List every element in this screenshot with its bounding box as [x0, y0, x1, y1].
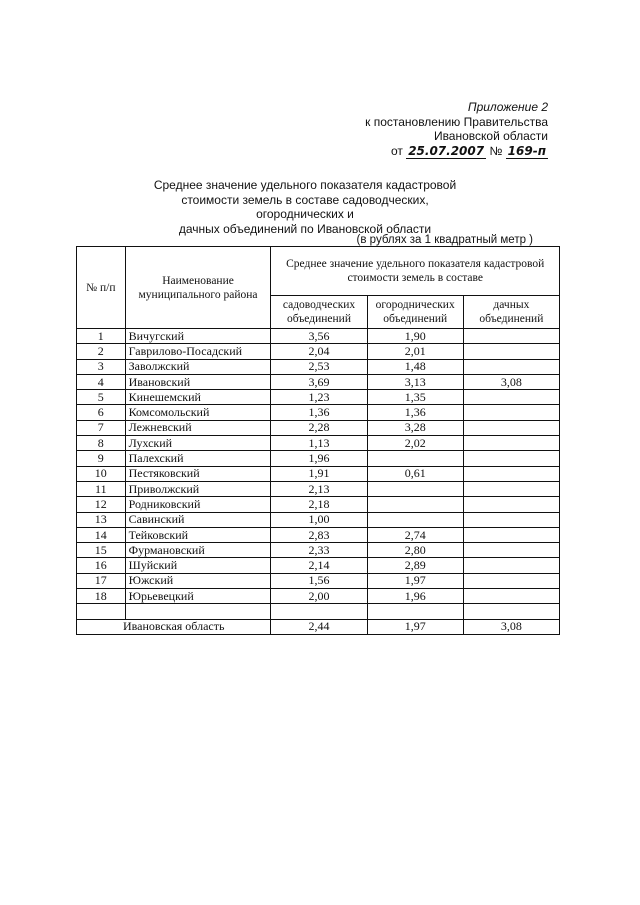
row-num: 2 [77, 344, 126, 359]
row-value-gardening: 1,96 [271, 451, 367, 466]
total-label: Ивановская область [77, 619, 271, 634]
number-prefix: № [489, 143, 503, 158]
row-value-gardening: 3,56 [271, 329, 367, 344]
row-value-dacha: 3,08 [463, 374, 559, 389]
row-num: 10 [77, 466, 126, 481]
appendix-line-2: Ивановской области [433, 129, 548, 143]
row-value-gardening: 2,18 [271, 497, 367, 512]
row-district: Ивановский [125, 374, 271, 389]
row-num: 7 [77, 420, 126, 435]
row-value-vegetable: 1,48 [367, 359, 463, 374]
row-value-dacha [463, 497, 559, 512]
row-district: Родниковский [125, 497, 271, 512]
row-value-gardening: 1,91 [271, 466, 367, 481]
table-row [77, 481, 560, 496]
row-value-dacha [463, 390, 559, 405]
row-value-gardening: 1,00 [271, 512, 367, 527]
row-num: 3 [77, 359, 126, 374]
row-value-dacha [463, 405, 559, 420]
row-value-gardening: 2,83 [271, 527, 367, 542]
table-row [77, 527, 560, 542]
row-num: 12 [77, 497, 126, 512]
row-value-gardening: 1,36 [271, 405, 367, 420]
row-value-vegetable: 1,36 [367, 405, 463, 420]
row-value-dacha [463, 359, 559, 374]
appendix-line-1: к постановлению Правительства [365, 114, 548, 129]
row-district: Шуйский [125, 558, 271, 573]
header-col-vegetable: огороднических объединений [367, 296, 463, 329]
row-num: 9 [77, 451, 126, 466]
row-num: 11 [77, 481, 126, 496]
table-row-empty [77, 604, 560, 619]
row-value-gardening: 2,04 [271, 344, 367, 359]
table-row [77, 558, 560, 573]
row-value-vegetable [367, 497, 463, 512]
row-value-gardening: 2,33 [271, 543, 367, 558]
table-row [77, 436, 560, 451]
row-value-dacha [463, 420, 559, 435]
row-district: Кинешемский [125, 390, 271, 405]
row-value-gardening: 2,28 [271, 420, 367, 435]
row-num: 13 [77, 512, 126, 527]
total-value-gardening: 2,44 [271, 619, 367, 634]
row-value-gardening: 1,13 [271, 436, 367, 451]
row-district: Юрьевецкий [125, 589, 271, 604]
table-row [77, 497, 560, 512]
row-value-vegetable [367, 451, 463, 466]
table-row [77, 573, 560, 588]
row-value-gardening: 2,13 [271, 481, 367, 496]
row-district: Вичугский [125, 329, 271, 344]
row-num: 17 [77, 573, 126, 588]
row-value-dacha [463, 466, 559, 481]
row-num: 16 [77, 558, 126, 573]
row-value-vegetable [367, 512, 463, 527]
appendix-title: Приложение 2 [467, 100, 548, 114]
row-district: Фурмановский [125, 543, 271, 558]
table-row [77, 374, 560, 389]
row-num: 8 [77, 436, 126, 451]
row-value-gardening: 2,00 [271, 589, 367, 604]
total-value-vegetable: 1,97 [367, 619, 463, 634]
row-num: 1 [77, 329, 126, 344]
table-row [77, 359, 560, 374]
row-value-gardening: 2,53 [271, 359, 367, 374]
table-row [77, 344, 560, 359]
row-value-dacha [463, 436, 559, 451]
row-district: Гаврилово-Посадский [125, 344, 271, 359]
row-district: Заволжский [125, 359, 271, 374]
appendix-date-line [365, 144, 548, 159]
row-value-vegetable: 1,35 [367, 390, 463, 405]
table-row [77, 390, 560, 405]
row-value-dacha [463, 573, 559, 588]
row-num: 15 [77, 543, 126, 558]
document-title-line-3: дачных объединений по Ивановской области [178, 221, 432, 236]
table-row [77, 543, 560, 558]
row-district: Комсомольский [125, 405, 271, 420]
row-value-dacha [463, 589, 559, 604]
row-num: 18 [77, 589, 126, 604]
row-value-vegetable: 2,89 [367, 558, 463, 573]
row-value-vegetable: 0,61 [367, 466, 463, 481]
date-prefix: от [390, 143, 403, 158]
row-district: Тейковский [125, 527, 271, 542]
row-district: Лухский [125, 436, 271, 451]
row-district: Лежневский [125, 420, 271, 435]
row-value-dacha [463, 558, 559, 573]
document-title [140, 178, 470, 236]
document-title-line-2: стоимости земель в составе садоводческих, огороднических и [181, 192, 429, 221]
row-value-gardening: 3,69 [271, 374, 367, 389]
table-row [77, 589, 560, 604]
handwritten-number: 169-п [507, 143, 546, 158]
row-num: 5 [77, 390, 126, 405]
row-value-vegetable: 1,90 [367, 329, 463, 344]
row-value-dacha [463, 451, 559, 466]
row-value-dacha [463, 344, 559, 359]
table-row [77, 512, 560, 527]
total-value-dacha: 3,08 [463, 619, 559, 634]
row-num: 6 [77, 405, 126, 420]
header-col-dacha: дачных объединений [463, 296, 559, 329]
table-row-total [77, 619, 560, 634]
row-value-vegetable [367, 481, 463, 496]
row-value-dacha [463, 527, 559, 542]
table-row [77, 329, 560, 344]
units-note: (в рублях за 1 квадратный метр ) [356, 234, 533, 246]
row-value-vegetable: 1,97 [367, 573, 463, 588]
row-district: Пестяковский [125, 466, 271, 481]
table-row [77, 420, 560, 435]
row-value-dacha [463, 543, 559, 558]
row-value-gardening: 2,14 [271, 558, 367, 573]
row-value-vegetable: 2,74 [367, 527, 463, 542]
row-value-vegetable: 2,02 [367, 436, 463, 451]
header-name: Наименование муниципального района [125, 247, 271, 329]
table-row [77, 466, 560, 481]
appendix-header [365, 100, 548, 158]
row-district: Южский [125, 573, 271, 588]
header-col-gardening: садоводческих объединений [271, 296, 367, 329]
row-value-dacha [463, 481, 559, 496]
row-value-gardening: 1,56 [271, 573, 367, 588]
table-row [77, 405, 560, 420]
row-value-vegetable: 3,13 [367, 374, 463, 389]
row-value-vegetable: 2,80 [367, 543, 463, 558]
row-district: Савинский [125, 512, 271, 527]
row-value-vegetable: 2,01 [367, 344, 463, 359]
row-value-vegetable: 3,28 [367, 420, 463, 435]
row-value-dacha [463, 329, 559, 344]
row-num: 14 [77, 527, 126, 542]
table-row [77, 451, 560, 466]
row-value-vegetable: 1,96 [367, 589, 463, 604]
handwritten-date: 25.07.2007 [408, 143, 485, 158]
row-district: Палехский [125, 451, 271, 466]
header-group: Среднее значение удельного показателя кадастровой стоимости земель в составе [271, 247, 560, 296]
cadastral-value-table [76, 246, 560, 635]
row-num: 4 [77, 374, 126, 389]
row-value-gardening: 1,23 [271, 390, 367, 405]
document-title-line-1: Среднее значение удельного показателя кадастровой [153, 178, 457, 192]
header-num: № п/п [77, 247, 126, 329]
row-value-dacha [463, 512, 559, 527]
row-district: Приволжский [125, 481, 271, 496]
